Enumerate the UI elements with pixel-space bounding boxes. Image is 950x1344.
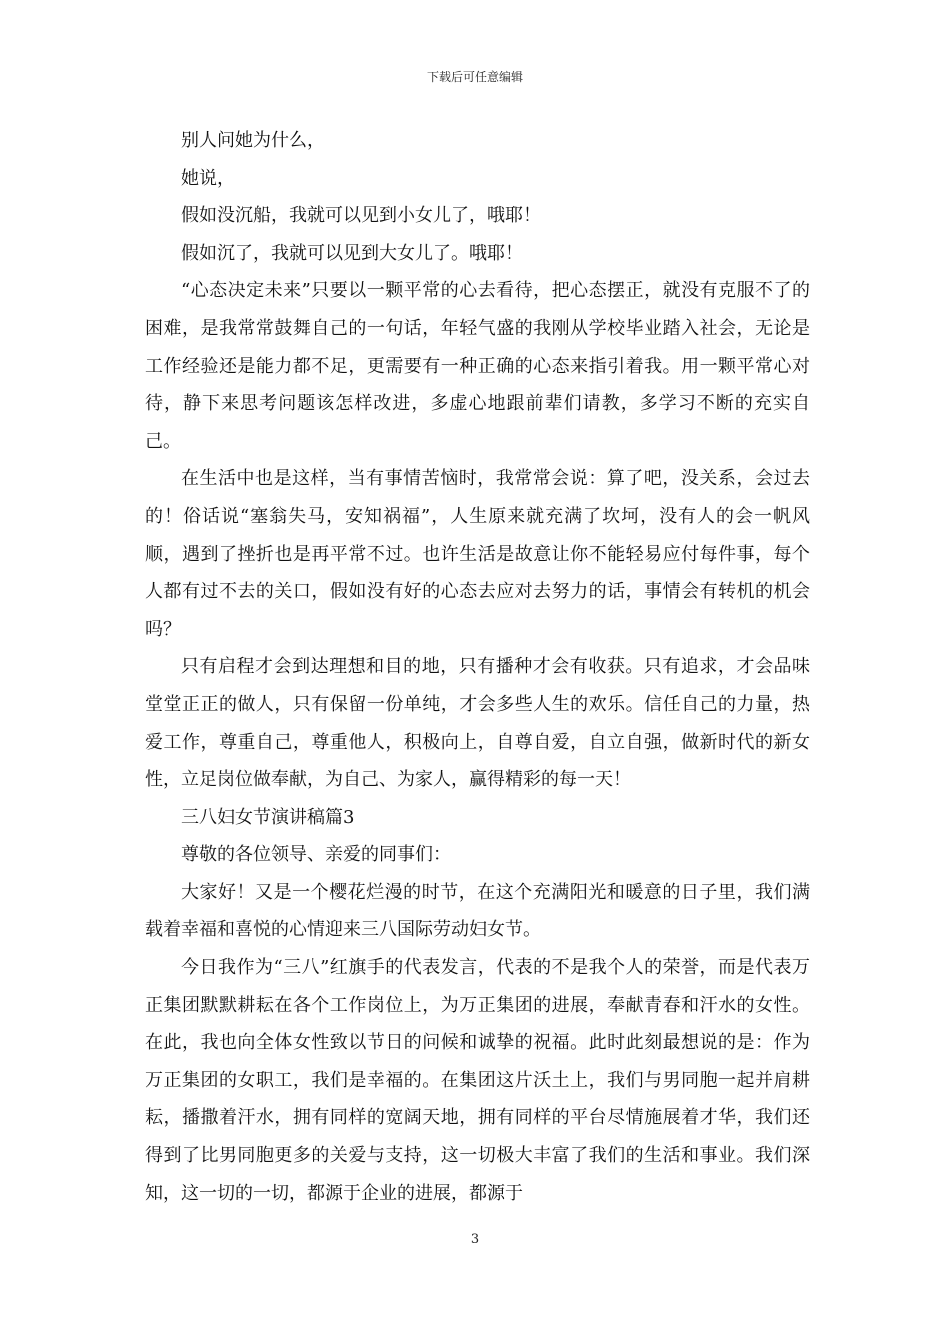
page-number: 3: [470, 1232, 480, 1247]
paragraph: 假如没沉船，我就可以见到小女儿了，哦耶！: [181, 205, 541, 227]
paragraph: 今日我作为“三八”红旗手的代表发言，代表的不是我个人的荣誉，而是代表万正集团默默耕耘在各个工作岗位上，为万正集团的进展，奉献青春和汗水的女性。在此，我也向全体女性致以节日的问候和诚挚的祝福。此时此刻最想说的是：作为万正集团的女职工，我们是幸福的。在集团这片沃土上，我们与男同胞一起并肩耕耘，播撒着汗水，拥有同样的宽阔天地，拥有同样的平台尽情施展着才华，我们还得到了比男同胞更多的关爱与支持，这一切极大丰富了我们的生活和事业。我们深知，这一切的一切，都源于企业的进展，都源于: [145, 957, 810, 1204]
paragraph: “心态决定未来”只要以一颗平常的心去看待，把心态摆正，就没有克服不了的困难，是我常常鼓舞自己的一句话，年轻气盛的我刚从学校毕业踏入社会，无论是工作经验还是能力都不足，更需要有一种正确的心态来指引着我。用一颗平常心对待，静下来思考问题该怎样改进，多虚心地跟前辈们请教，多学习不断的充实自己。: [145, 280, 810, 452]
page-header: 下载后可任意编辑: [426, 70, 523, 84]
paragraph: 别人问她为什么，: [181, 130, 325, 151]
paragraph: 假如沉了，我就可以见到大女儿了。哦耶！: [181, 242, 523, 264]
body-text: [145, 122, 810, 1212]
paragraph: 大家好！又是一个樱花烂漫的时节，在这个充满阳光和暖意的日子里，我们满载着幸福和喜悦的心情迎来三八国际劳动妇女节。: [145, 881, 810, 941]
paragraph: 在生活中也是这样，当有事情苦恼时，我常常会说：算了吧，没关系，会过去的！俗话说“塞翁失马，安知祸福”，人生原来就充满了坎坷，没有人的会一帆风顺，遇到了挫折也是再平常不过。也许生活是故意让你不能轻易应付每件事，每个人都有过不去的关口，假如没有好的心态去应对去努力的话，事情会有转机的机会吗？: [145, 468, 810, 640]
paragraph: 只有启程才会到达理想和目的地，只有播种才会有收获。只有追求，才会品味堂堂正正的做人，只有保留一份单纯，才会多些人生的欢乐。信任自己的力量，热爱工作，尊重自己，尊重他人，积极向上，自尊自爱，自立自强，做新时代的新女性，立足岗位做奉献，为自己、为家人，赢得精彩的每一天！: [145, 656, 810, 791]
paragraph: 她说，: [181, 167, 235, 189]
section-heading: 三八妇女节演讲稿篇3: [181, 806, 355, 828]
salutation: 尊敬的各位领导、亲爱的同事们：: [181, 844, 451, 866]
